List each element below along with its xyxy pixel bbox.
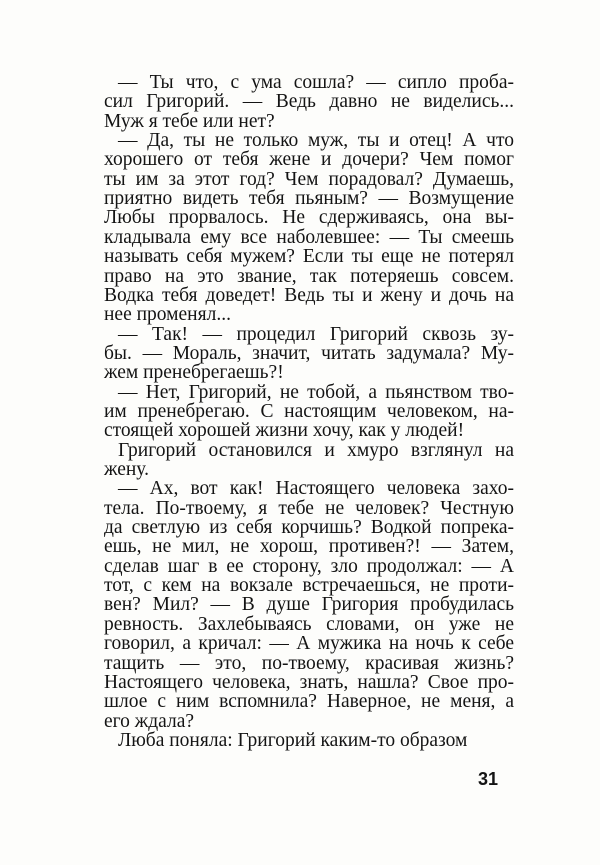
- text-line: Настоящего человека, знать, нашла? Свое про-: [104, 671, 514, 693]
- text-line: — Да, ты не только муж, ты и отец! А что: [118, 130, 514, 152]
- text-line: — Так! — процедил Григорий сквозь зу-: [118, 323, 514, 345]
- text-line: вен? Мил? — В душе Григория пробудилась: [104, 594, 514, 616]
- text-line: приятно видеть тебя пьяным? — Возмущение: [104, 188, 514, 210]
- text-line: шлое с ним вспомнила? Наверное, не меня, а: [104, 691, 514, 713]
- text-line: ты им за этот год? Чем порадовал? Думаешь,: [104, 168, 514, 190]
- text-line: кладывала ему все наболевшее: — Ты смеешь: [104, 226, 514, 248]
- text-line: — Ах, вот как! Настоящего человека захо-: [118, 478, 514, 500]
- text-line: называть себя мужем? Если ты еще не потерял: [104, 246, 514, 268]
- text-line: ешь, не мил, не хорош, противен?! — Затем,: [104, 536, 514, 558]
- text-line: говорил, а кричал: — А мужика на ночь к себе: [104, 633, 514, 655]
- text-line: — Нет, Григорий, не тобой, а пьянством тво-: [118, 381, 514, 403]
- text-line: хорошего от тебя жене и дочери? Чем помог: [104, 149, 514, 171]
- text-line: жем пренебрегаешь?!: [104, 362, 284, 384]
- text-line: сил Григорий. — Ведь давно не виделись...: [104, 91, 514, 113]
- text-line: право на это звание, так потеряешь совсем.: [104, 265, 514, 287]
- text-line: Водка тебя доведет! Ведь ты и жену и дочь на: [104, 284, 514, 306]
- text-line: — Ты что, с ума сошла? — сипло проба-: [118, 72, 514, 93]
- page-number: 31: [478, 769, 499, 789]
- text-line: тот, с кем на вокзале встречаешься, не проти-: [104, 575, 514, 597]
- text-line: бы. — Мораль, значит, читать задумала? Му-: [104, 342, 514, 364]
- text-line: Любы прорвалось. Не сдерживаясь, она вы-: [104, 207, 514, 229]
- text-line: Люба поняла: Григорий каким-то образом: [118, 729, 468, 751]
- text-line: нее променял...: [104, 304, 231, 326]
- text-line: Григорий остановился и хмуро взглянул на: [118, 439, 514, 461]
- text-line: Муж я тебе или нет?: [104, 110, 275, 132]
- text-line: да светлую из себя корчишь? Водкой попрека-: [104, 517, 514, 539]
- text-line: тела. По-твоему, я тебе не человек? Честную: [104, 497, 514, 519]
- text-line: им пренебрегаю. С настоящим человеком, на-: [104, 400, 514, 422]
- text-line: ревность. Захлебываясь словами, он уже не: [104, 613, 514, 635]
- text-line: тащить — это, по-твоему, красивая жизнь?: [104, 652, 514, 674]
- text-line: стоящей хорошей жизни хочу, как у людей!: [104, 420, 465, 442]
- text-line: его ждала?: [104, 710, 195, 732]
- text-line: сделав шаг в ее сторону, зло продолжал: — А: [104, 555, 514, 577]
- text-line: жену.: [104, 459, 149, 480]
